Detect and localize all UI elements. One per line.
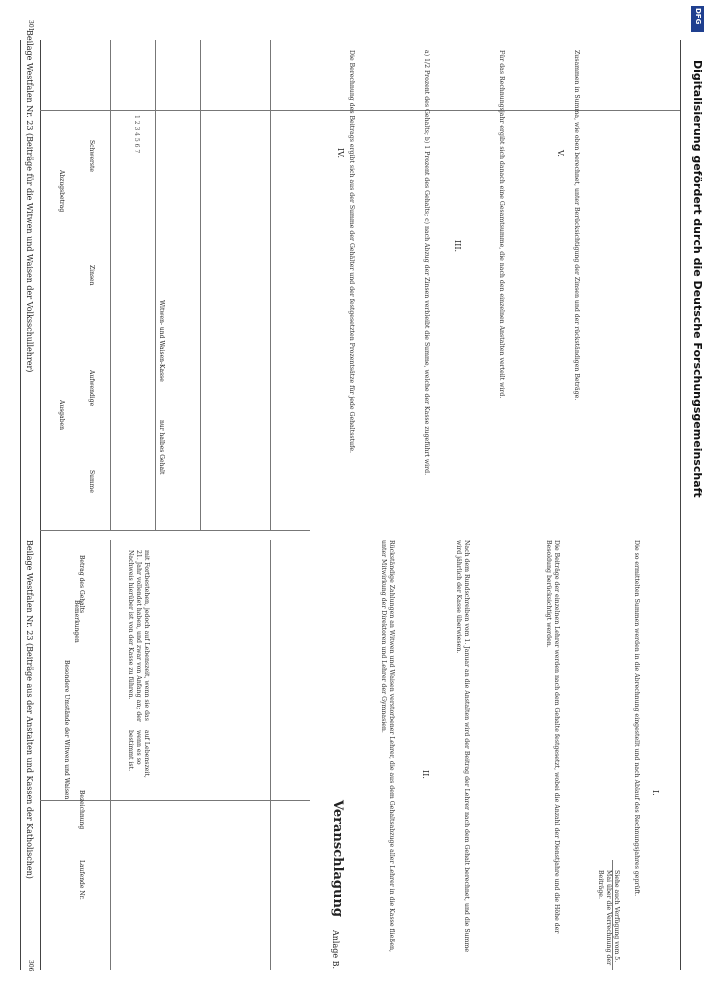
body-para-2: Die Beiträge der einzelnen Lehrer werden nach dem Gehalte festgesetzt, wobei die Anzahl der Dienstjahre und die Höhe der Besoldung berücksichtigt werden. — [544, 540, 560, 934]
running-header-left: Beilage Westfalen Nr. 23 (Beiträge aus der Anstalten und Kassen der Katholischen) — [25, 540, 34, 879]
body-para-3: Die so ermittelten Summen werden in die Abrechnung eingestellt und nach Ablauf des Rechnungsjahres geprüft. — [633, 540, 640, 897]
table-numbers: 1 2 3 4 5 6 7 — [133, 115, 140, 154]
section-roman-IV: IV. — [336, 148, 345, 159]
left-table-col-1 — [110, 540, 111, 970]
table-col-rule-2 — [155, 40, 156, 530]
left-col-head-4: Betrag des Gehalts — [78, 555, 85, 614]
table-col-rule-4 — [270, 40, 271, 530]
col-head-bemerkungen: Bemerkungen — [73, 600, 80, 643]
appendix-label: Anlage B. — [331, 930, 340, 970]
section-roman-I: I. — [651, 790, 660, 796]
header-rule-left — [40, 40, 41, 970]
table-bottom-rule — [40, 530, 310, 531]
calc-block-1: Die Berechnung des Beitrags ergibt sich aus der Summe der Gehälter und der festgesetzten Prozentsätze für jede Gehaltsstufe. — [348, 50, 355, 453]
col-head-ausgaben: Ausgaben — [58, 400, 65, 430]
dfg-logo: DFG — [691, 6, 704, 32]
body-para-1: Nach dem Rundschreiben vom 1. Januar an die Anstalten wird der Beitrag der Lehrer nach dem Gehalt berechnet, und die Summe wird jährlich der Kasse überwiesen. — [454, 540, 470, 953]
frame-right — [680, 40, 681, 970]
page-number-left: 306 — [27, 960, 34, 972]
col-head-zinsen: Zinsen — [88, 265, 95, 286]
table-col-rule-1 — [110, 40, 111, 530]
left-col-head-3: Besondere Umstände der Witwen und Waisen — [63, 660, 70, 800]
left-table-col-2 — [270, 540, 271, 970]
col-head-abzug: Abzugsbetrag — [58, 170, 65, 213]
col-head-summe: Summe — [88, 470, 95, 493]
section-roman-II: II. — [421, 770, 430, 779]
running-header-right: Beilage Westfalen Nr. 23 (Beiträge für die Witwen und Waisen der Volksschullehrer) — [25, 30, 34, 373]
calc-block-3: Für das Rechnungsjahr ergibt sich danach eine Gesamtsumme, die nach den einzelnen Anstalten verteilt wird. — [498, 50, 505, 399]
col-head-aufwendige: Aufwendige — [88, 370, 95, 407]
section-title: Veranschlagung — [330, 800, 345, 918]
calc-block-2: a) 1/2 Prozent des Gehalts; b) 1 Prozent des Gehalts; c) nach Abzug der Zinsen verbleibt die Summe, welche der Kasse zugeführt wird. — [423, 50, 430, 476]
table-col-rule-3 — [200, 40, 201, 530]
table-entry-1: Witwen- und Waisen-Kasse — [158, 300, 165, 382]
col-head-schwerste: Schwerste — [88, 140, 95, 172]
page-number-right: 301 — [27, 20, 34, 32]
section-roman-V: V. — [556, 150, 565, 157]
digitization-credit: Digitalisierung gefördert durch die Deutsche Forschungsgemeinschaft — [691, 60, 704, 498]
left-col-head-2: Bezeichnung — [78, 790, 85, 830]
table-header-rule — [40, 110, 680, 111]
calc-block-4: Zusammen in Summa, wie oben berechnet, unter Berücksichtigung der Zinsen und der rückständigen Beträge. — [573, 50, 580, 401]
left-col-head-1: Laufende Nr. — [78, 860, 85, 900]
section-roman-III: III. — [453, 240, 462, 253]
body-intro: Rückständige Zahlungen an Witwen und Waisen verstorbener Lehrer, die aus dem Gehaltsabzuge aller Lehrer in die Kasse fließen, unter Mitwirkung der Direktoren und Lehrer der Gymnasien. — [379, 540, 395, 952]
table-entry-2: nur halbes Gehalt — [158, 420, 165, 475]
frame-left — [20, 40, 21, 970]
left-table-cell-text: mit Fortbestehen, jedoch auf Lebenszeit, wenn sie das 21. Jahr vollendet haben, und zwar von Anfang an; der Nachweis hierüber ist von der Kasse zu führen. — [126, 550, 150, 722]
left-table-cell-text-2: auf Lebenszeit, wenn es so bestimmt ist. — [126, 730, 150, 778]
footnote: Siehe auch Verfügung vom 5. Mai über die Verrechnung der Beiträge. — [596, 870, 620, 966]
